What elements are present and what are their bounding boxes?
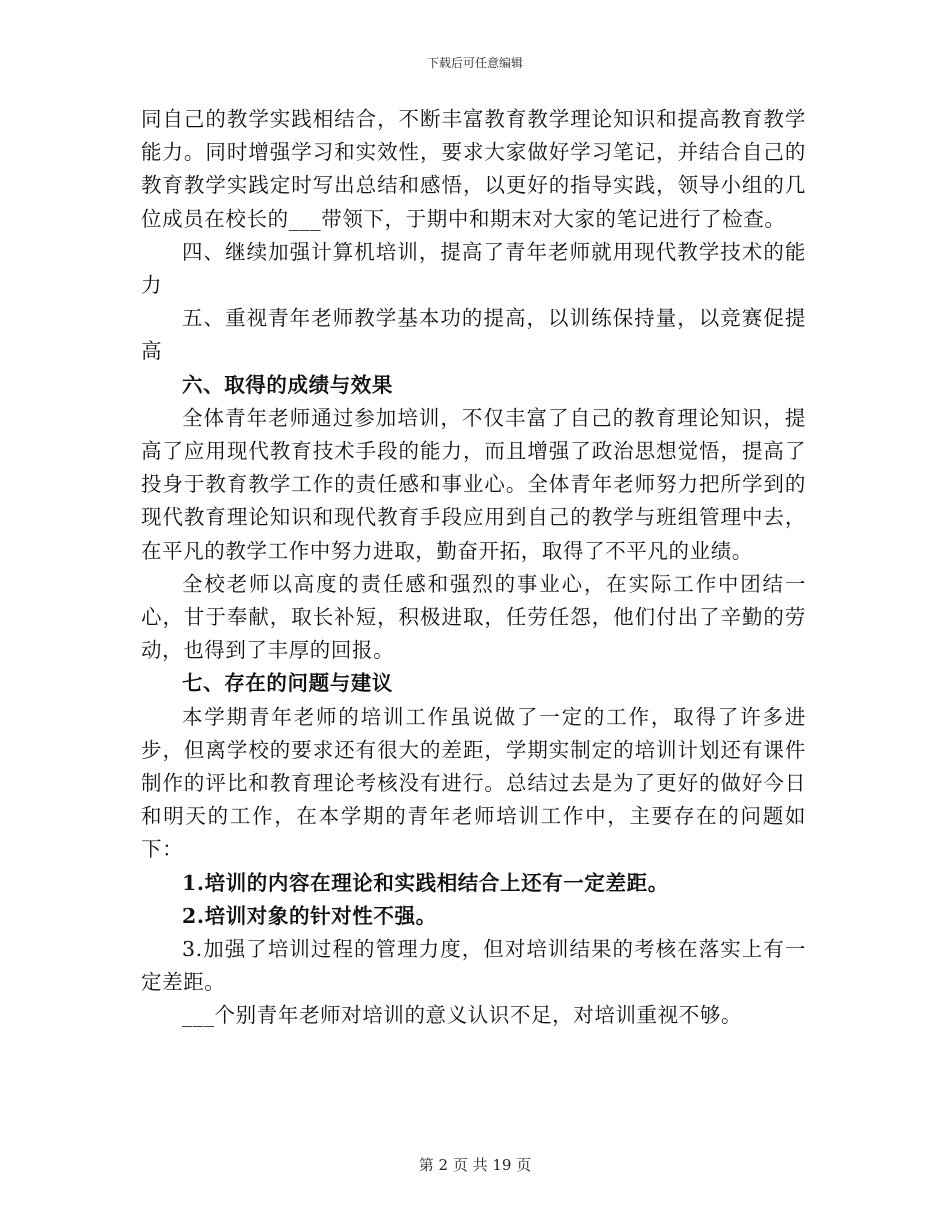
problem-item-3: 3.加强了培训过程的管理力度，但对培训结果的考核在落实上有一定差距。 — [141, 937, 806, 995]
problems-intro-paragraph: 本学期青年老师的培训工作虽说做了一定的工作，取得了许多进步，但离学校的要求还有很大的差距，学期实制定的培训计划还有课件制作的评比和教育理论考核没有进行。总结过去是为了更好的做好今日和明天的工作，在本学期的青年老师培训工作中，主要存在的问题如下： — [141, 704, 806, 862]
section-six-heading: 六、取得的成绩与效果 — [182, 372, 393, 397]
section-four-paragraph: 四、继续加强计算机培训，提高了青年老师就用现代教学技术的能力 — [141, 239, 806, 298]
section-seven-heading: 七、存在的问题与建议 — [182, 671, 393, 696]
page-footer: 第 2 页 共 19 页 — [418, 1156, 532, 1174]
page-header: 下载后可任意编辑 — [426, 56, 523, 70]
problem-item-2: 2.培训对象的针对性不强。 — [182, 903, 437, 928]
achievements-paragraph-1: 全体青年老师通过参加培训，不仅丰富了自己的教育理论知识，提高了应用现代教育技术手段的能力，而且增强了政治思想觉悟，提高了投身于教育教学工作的责任感和事业心。全体青年老师努力把所学到的现代教育理论知识和现代教育手段应用到自己的教学与班组管理中去，在平凡的教学工作中努力进取，勤奋开拓，取得了不平凡的业绩。 — [141, 405, 806, 563]
paragraph-continued: 同自己的教学实践相结合，不断丰富教育教学理论知识和提高教育教学能力。同时增强学习和实效性，要求大家做好学习笔记，并结合自己的教育教学实践定时写出总结和感悟，以更好的指导实践，领导小组的几位成员在校长的___带领下，于期中和期末对大家的笔记进行了检查。 — [141, 107, 806, 231]
achievements-paragraph-2: 全校老师以高度的责任感和强烈的事业心，在实际工作中团结一心，甘于奉献，取长补短，积极进取，任劳任怨，他们付出了辛勤的劳动，也得到了丰厚的回报。 — [141, 571, 806, 663]
problem-item-4: ___个别青年老师对培训的意义认识不足，对培训重视不够。 — [182, 1003, 743, 1028]
problem-item-1: 1.培训的内容在理论和实践相结合上还有一定差距。 — [182, 870, 669, 895]
document-body — [141, 103, 806, 1033]
section-five-paragraph: 五、重视青年老师教学基本功的提高，以训练保持量，以竞赛促提高 — [141, 306, 806, 364]
